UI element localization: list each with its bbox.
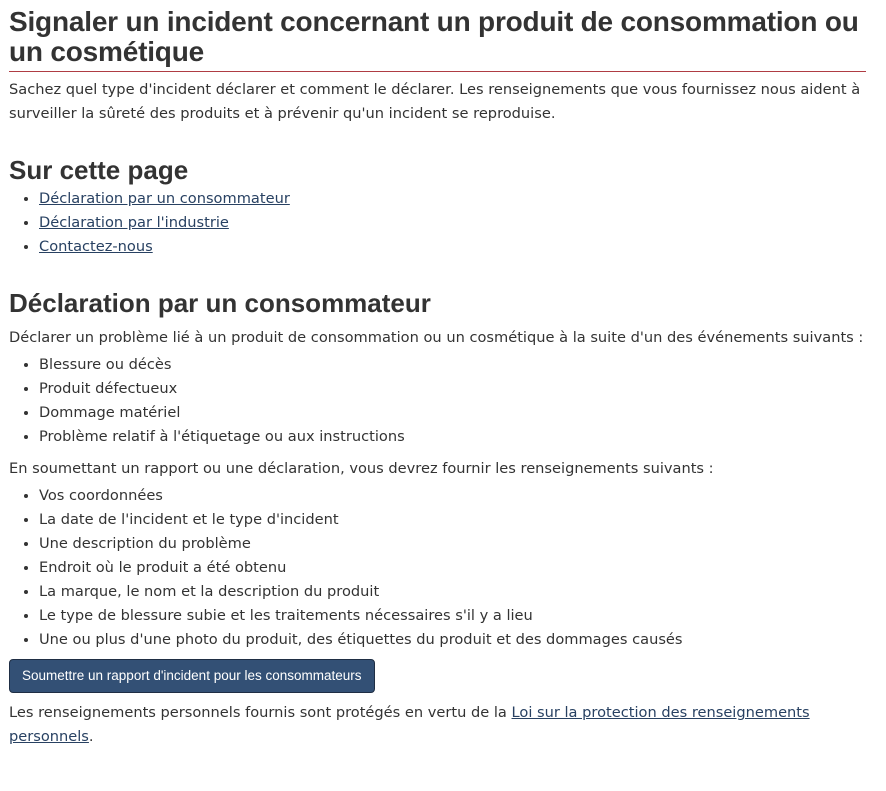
list-item: • Endroit où le produit a été obtenu <box>39 556 866 580</box>
list-item: • Dommage matériel <box>39 401 866 425</box>
list-item: • Le type de blessure subie et les traitements nécessaires s'il y a lieu <box>39 604 866 628</box>
consumer-lead: Déclarer un problème lié à un produit de consommation ou un cosmétique à la suite d'un des événements suivants : <box>9 329 864 346</box>
privacy-prefix: Les renseignements personnels fournis sont protégés en vertu de la <box>9 704 512 721</box>
toc-item <box>39 187 866 211</box>
toc-item <box>39 211 866 235</box>
list-item: • Problème relatif à l'étiquetage ou aux instructions <box>39 425 866 449</box>
toc-item <box>39 235 866 259</box>
submit-consumer-report-button[interactable]: Soumettre un rapport d'incident pour les consommateurs <box>9 659 375 693</box>
toc-heading: Sur cette page <box>9 155 189 185</box>
toc-link-consumer[interactable]: Déclaration par un consommateur <box>39 190 290 207</box>
privacy-note <box>9 701 866 749</box>
info-lead: En soumettant un rapport ou une déclaration, vous devrez fournir les renseignements suivants : <box>9 460 714 477</box>
list-item: • La marque, le nom et la description du produit <box>39 580 866 604</box>
intro-text: Sachez quel type d'incident déclarer et comment le déclarer. Les renseignements que vous fournissez nous aident à surveiller la sûreté des produits et à prévenir qu'un incident se reproduise. <box>9 81 861 122</box>
consumer-heading: Déclaration par un consommateur <box>9 288 431 318</box>
list-item: • Une description du problème <box>39 532 866 556</box>
list-item: • Vos coordonnées <box>39 484 866 508</box>
page-title: Signaler un incident concernant un produit de consommation ou un cosmétique <box>9 7 866 72</box>
list-item: • Produit défectueux <box>39 377 866 401</box>
toc-list <box>9 187 866 259</box>
list-item: • La date de l'incident et le type d'incident <box>39 508 866 532</box>
toc-link-industry[interactable]: Déclaration par l'industrie <box>39 214 229 231</box>
page-content <box>0 7 886 749</box>
info-list <box>9 484 866 652</box>
toc-link-contact[interactable]: Contactez-nous <box>39 238 153 255</box>
list-item: • Blessure ou décès <box>39 353 866 377</box>
list-item: • Une ou plus d'une photo du produit, des étiquettes du produit et des dommages causés <box>39 628 866 652</box>
event-list <box>9 353 866 449</box>
privacy-act-link[interactable]: Loi sur la protection des renseignements personnels <box>9 704 810 745</box>
privacy-suffix: . <box>88 728 94 745</box>
